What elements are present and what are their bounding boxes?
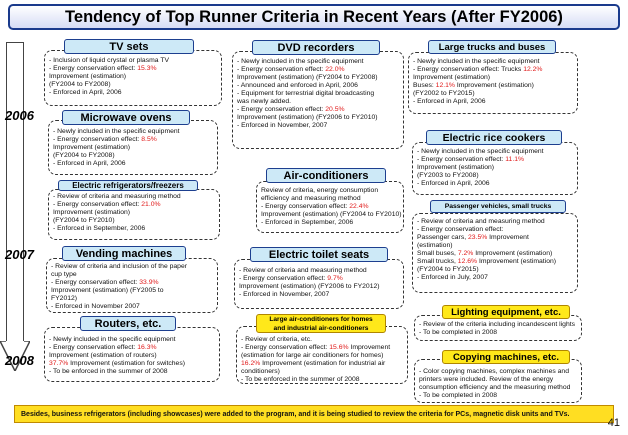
vending-text: - Energy conservation effect: — [51, 279, 140, 286]
routers-text: - Energy conservation effect: — [49, 344, 138, 351]
vending-text: - Enforced in November 2007 — [51, 303, 140, 310]
vending-text-line — [51, 263, 213, 271]
trucks-text: - Energy conservation effect: Trucks — [413, 66, 524, 73]
vending-text: Improvement (estimation) (FY2005 to — [51, 287, 164, 294]
fridge-text-line — [53, 225, 215, 233]
microwave-ovens-card — [48, 120, 218, 175]
routers-text-line — [49, 344, 215, 352]
rice-text-line — [417, 148, 573, 156]
large_aircon-text: (estimation for large air conditioners for homes) — [241, 352, 384, 359]
microwave-text-line — [53, 152, 213, 160]
dvd-text: - Announced and enforced in April, 2006 — [237, 82, 358, 89]
routers-text-line — [49, 360, 215, 368]
car-text-line — [417, 218, 573, 226]
rice-cookers-header: Electric rice cookers — [426, 130, 562, 145]
passenger-vehicles-header: Passenger vehicles, small trucks — [430, 200, 566, 213]
toilet-text-line — [239, 267, 399, 275]
copier-text-line — [419, 376, 577, 384]
toilet-text-line — [239, 291, 399, 299]
large_aircon-text-line — [241, 360, 403, 368]
routers-text: Improvement (estimation of routers) — [49, 352, 157, 359]
refrigerators-header: Electric refrigerators/freezers — [58, 180, 198, 191]
lighting-equipment-header: Lighting equipment, etc. — [442, 305, 570, 319]
tv-text: Improvement (estimation) — [49, 73, 127, 80]
electric-toilet-seats-card — [234, 259, 404, 309]
rice-text-line — [417, 180, 573, 188]
page-title: Tendency of Top Runner Criteria in Recent Years (After FY2006) — [8, 4, 620, 30]
dvd-text: Improvement (estimation) (FY2004 to FY2008) — [237, 74, 378, 81]
footer-note: Besides, business refrigerators (including showcases) were added to the program, and it is being studied to review the criteria for PCs, magnetic disk units and TVs. — [14, 405, 614, 423]
tv-text-line — [49, 89, 217, 97]
lighting-text-line — [419, 321, 577, 329]
microwave-ovens-header: Microwave ovens — [62, 110, 190, 125]
car-text: Passenger cars, — [417, 234, 468, 241]
trucks-text-line — [413, 90, 573, 98]
rice-text: - Energy conservation effect: — [417, 156, 506, 163]
rice-text-line — [417, 172, 573, 180]
copier-text-line — [419, 392, 577, 400]
year-2008-label: 2008 — [5, 353, 34, 368]
fridge-text-line — [53, 209, 215, 217]
toilet-text: - Enforced in November, 2007 — [239, 291, 330, 298]
dvd-text: - Energy conservation effect: — [237, 106, 326, 113]
aircon-text-line — [261, 203, 399, 211]
large-aircon-card — [236, 326, 408, 384]
large-trucks-header: Large trucks and buses — [428, 40, 556, 54]
microwave-text: - Newly included in the specific equipment — [53, 128, 180, 135]
car-text: Small buses, — [417, 250, 458, 257]
routers-text-line — [49, 352, 215, 360]
tv-sets-card — [44, 50, 222, 106]
microwave-text-line — [53, 136, 213, 144]
vending-text: - Review of criteria and inclusion of the paper — [51, 263, 188, 270]
copier-text: - Color copying machines, complex machines and — [419, 368, 569, 375]
routers-text: - Newly included in the specific equipment — [49, 336, 176, 343]
dvd-text: - Equipment for terrestrial digital broadcasting — [237, 90, 375, 97]
large_aircon-text: Improvement — [348, 344, 391, 351]
air-conditioners-header: Air-conditioners — [266, 168, 386, 183]
copier-text: consumption efficiency and the measuring method — [419, 384, 571, 391]
large-aircon-header-line1: Large air-conditioners for homes — [269, 315, 373, 323]
car-text-line — [417, 274, 573, 282]
tv-text-line — [49, 81, 217, 89]
vending-percent: 33.9% — [139, 279, 159, 286]
microwave-text: Improvement (estimation) — [53, 144, 131, 151]
trucks-text-line — [413, 66, 573, 74]
large_aircon-text-line — [241, 352, 403, 360]
trucks-text-line — [413, 98, 573, 106]
dvd-text: was newly added. — [237, 98, 292, 105]
trucks-text-line — [413, 74, 573, 82]
large_aircon-text: - To be enforced in the summer of 2008 — [241, 376, 360, 383]
passenger-vehicles-card — [412, 213, 578, 293]
toilet-text: - Review of criteria and measuring method — [239, 267, 367, 274]
microwave-text-line — [53, 160, 213, 168]
routers-text-line — [49, 336, 215, 344]
routers-text-line — [49, 368, 215, 376]
fridge-text: - Enforced in September, 2006 — [53, 225, 146, 232]
timeline-arrow-shaft — [6, 42, 24, 342]
car-text: Small trucks, — [417, 258, 458, 265]
large_aircon-percent: 15.6% — [329, 344, 349, 351]
year-2006-label: 2006 — [5, 108, 34, 123]
large-aircon-header — [256, 314, 386, 333]
dvd-text: - Energy conservation effect: — [237, 66, 326, 73]
dvd-percent: 22.0% — [325, 66, 345, 73]
copier-text: printers were included. Review of the energy — [419, 376, 554, 383]
fridge-text: Improvement (estimation) — [53, 209, 131, 216]
copier-text-line — [419, 368, 577, 376]
microwave-text: - Energy conservation effect: — [53, 136, 142, 143]
car-text: - Enforced in July, 2007 — [417, 274, 488, 281]
microwave-text-line — [53, 128, 213, 136]
dvd-text-line — [237, 106, 399, 114]
large_aircon-text: Improvement (estimation for industrial air — [260, 360, 386, 367]
vending-text-line — [51, 295, 213, 303]
car-text: - Energy conservation effect: — [417, 226, 504, 233]
routers-header: Routers, etc. — [80, 316, 176, 331]
trucks-text: Improvement (estimation) — [413, 74, 491, 81]
large_aircon-text-line — [241, 376, 403, 384]
copier-text: - To be completed in 2008 — [419, 392, 498, 399]
car-text-line — [417, 226, 573, 234]
microwave-text: - Enforced in April, 2006 — [53, 160, 126, 167]
trucks-text: (FY2002 to FY2015) — [413, 90, 475, 97]
car-text: Improvement (estimation) — [477, 258, 557, 265]
large_aircon-text-line — [241, 336, 403, 344]
vending-text-line — [51, 303, 213, 311]
dvd-text-line — [237, 114, 399, 122]
large_aircon-text: - Energy conservation effect: — [241, 344, 330, 351]
copying-machines-card — [414, 359, 582, 403]
trucks-text-line — [413, 82, 573, 90]
fridge-text: (FY2004 to FY2010) — [53, 217, 115, 224]
car-text-line — [417, 242, 573, 250]
tv-percent: 15.3% — [137, 65, 157, 72]
rice-text-line — [417, 156, 573, 164]
toilet-text-line — [239, 275, 399, 283]
routers-text: - To be enforced in the summer of 2008 — [49, 368, 168, 375]
microwave-percent: 8.5% — [141, 136, 157, 143]
fridge-text-line — [53, 201, 215, 209]
large_aircon-text-line — [241, 344, 403, 352]
dvd-text: - Newly included in the specific equipment — [237, 58, 364, 65]
microwave-text: (FY2004 to FY2008) — [53, 152, 115, 159]
vending-text-line — [51, 271, 213, 279]
dvd-text: Improvement (estimation) (FY2006 to FY2010) — [237, 114, 378, 121]
rice-text: (FY2003 to FY2008) — [417, 172, 479, 179]
aircon-text: Improvement (estimation) (FY2004 to FY2010) — [261, 211, 402, 218]
aircon-text: efficiency and measuring method — [261, 195, 361, 202]
fridge-text: - Review of criteria and measuring method — [53, 193, 181, 200]
tv-text-line — [49, 73, 217, 81]
vending-machines-card — [46, 258, 218, 313]
dvd-text-line — [237, 98, 399, 106]
trucks-text: Buses: — [413, 82, 436, 89]
car-text: (FY2004 to FY2015) — [417, 266, 479, 273]
tv-text-line — [49, 65, 217, 73]
car-text: (estimation) — [417, 242, 453, 249]
trucks-text: - Newly included in the specific equipment — [413, 58, 540, 65]
aircon-text-line — [261, 219, 399, 227]
rice-text: Improvement (estimation) — [417, 164, 495, 171]
large-trucks-card — [408, 52, 578, 114]
rice-text: - Enforced in April, 2006 — [417, 180, 490, 187]
toilet-text: Improvement (estimation) (FY2006 to FY2012) — [239, 283, 380, 290]
routers-text: Improvement (estimation for switches) — [68, 360, 185, 367]
aircon-text-line — [261, 187, 399, 195]
car-percent: 7.2% — [457, 250, 474, 257]
page-number: 41 — [607, 417, 620, 429]
trucks-text: - Enforced in April, 2006 — [413, 98, 486, 105]
aircon-text: Review of criteria, energy consumption — [261, 187, 379, 194]
routers-percent: 37.7% — [49, 360, 69, 367]
large_aircon-text: conditioners) — [241, 368, 280, 375]
trucks-text: Improvement (estimation) — [454, 82, 534, 89]
rice-text: - Newly included in the specific equipment — [417, 148, 544, 155]
routers-percent: 16.3% — [137, 344, 157, 351]
dvd-text-line — [237, 122, 399, 130]
large_aircon-text-line — [241, 368, 403, 376]
fridge-text: - Energy conservation effect: — [53, 201, 142, 208]
vending-machines-header: Vending machines — [62, 246, 186, 261]
toilet-text: - Energy conservation effect: — [239, 275, 328, 282]
aircon-text-line — [261, 195, 399, 203]
dvd-text-line — [237, 58, 399, 66]
tv-text: (FY2004 to FY2008) — [49, 81, 111, 88]
car-text-line — [417, 234, 573, 242]
rice-cookers-card — [412, 142, 578, 195]
aircon-text: - Energy conservation effect: — [261, 203, 350, 210]
car-text: Improvement (estimation) — [473, 250, 553, 257]
lighting-text: - To be completed in 2008 — [419, 329, 498, 336]
toilet-percent: 9.7% — [327, 275, 343, 282]
trucks-percent: 12.1% — [435, 82, 455, 89]
tv-text: - Enforced in April, 2006 — [49, 89, 122, 96]
refrigerators-card — [48, 189, 220, 240]
aircon-text: - Enforced in September, 2006 — [261, 219, 354, 226]
large-aircon-header-line2: and industrial air-conditioners — [273, 324, 369, 332]
lighting-text: - Review of the criteria including incandescent lights — [419, 321, 576, 328]
dvd-text-line — [237, 82, 399, 90]
vending-text: FY2012) — [51, 295, 78, 302]
car-percent: 23.5% — [468, 234, 488, 241]
vending-text-line — [51, 287, 213, 295]
vending-text-line — [51, 279, 213, 287]
electric-toilet-seats-header: Electric toilet seats — [250, 247, 388, 262]
large_aircon-percent: 16.2% — [241, 360, 261, 367]
car-text-line — [417, 258, 573, 266]
microwave-text-line — [53, 144, 213, 152]
tv-sets-header: TV sets — [64, 39, 194, 54]
fridge-text-line — [53, 217, 215, 225]
rice-percent: 11.1% — [505, 156, 525, 163]
dvd-text: - Enforced in November, 2007 — [237, 122, 328, 129]
copier-text-line — [419, 384, 577, 392]
dvd-text-line — [237, 66, 399, 74]
air-conditioners-card — [256, 181, 404, 233]
trucks-percent: 12.2% — [523, 66, 543, 73]
tv-text-line — [49, 57, 217, 65]
fridge-percent: 21.0% — [141, 201, 161, 208]
car-text: - Review of criteria and measuring method — [417, 218, 545, 225]
dvd-text-line — [237, 90, 399, 98]
lighting-text-line — [419, 329, 577, 337]
year-2007-label: 2007 — [5, 247, 34, 262]
tv-text: - Inclusion of liquid crystal or plasma TV — [49, 57, 170, 64]
dvd-text-line — [237, 74, 399, 82]
car-text-line — [417, 266, 573, 274]
aircon-percent: 22.4% — [349, 203, 369, 210]
toilet-text-line — [239, 283, 399, 291]
routers-card — [44, 327, 220, 382]
tv-text: - Energy conservation effect: — [49, 65, 138, 72]
vending-text: cup type — [51, 271, 77, 278]
trucks-text-line — [413, 58, 573, 66]
large_aircon-text: - Review of criteria, etc. — [241, 336, 313, 343]
copying-machines-header: Copying machines, etc. — [442, 350, 570, 364]
fridge-text-line — [53, 193, 215, 201]
rice-text-line — [417, 164, 573, 172]
car-percent: 12.6% — [457, 258, 478, 265]
dvd-percent: 20.5% — [325, 106, 345, 113]
car-text-line — [417, 250, 573, 258]
car-text: Improvement — [487, 234, 529, 241]
aircon-text-line — [261, 211, 402, 219]
dvd-recorders-card — [232, 51, 404, 149]
dvd-recorders-header: DVD recorders — [252, 40, 380, 55]
